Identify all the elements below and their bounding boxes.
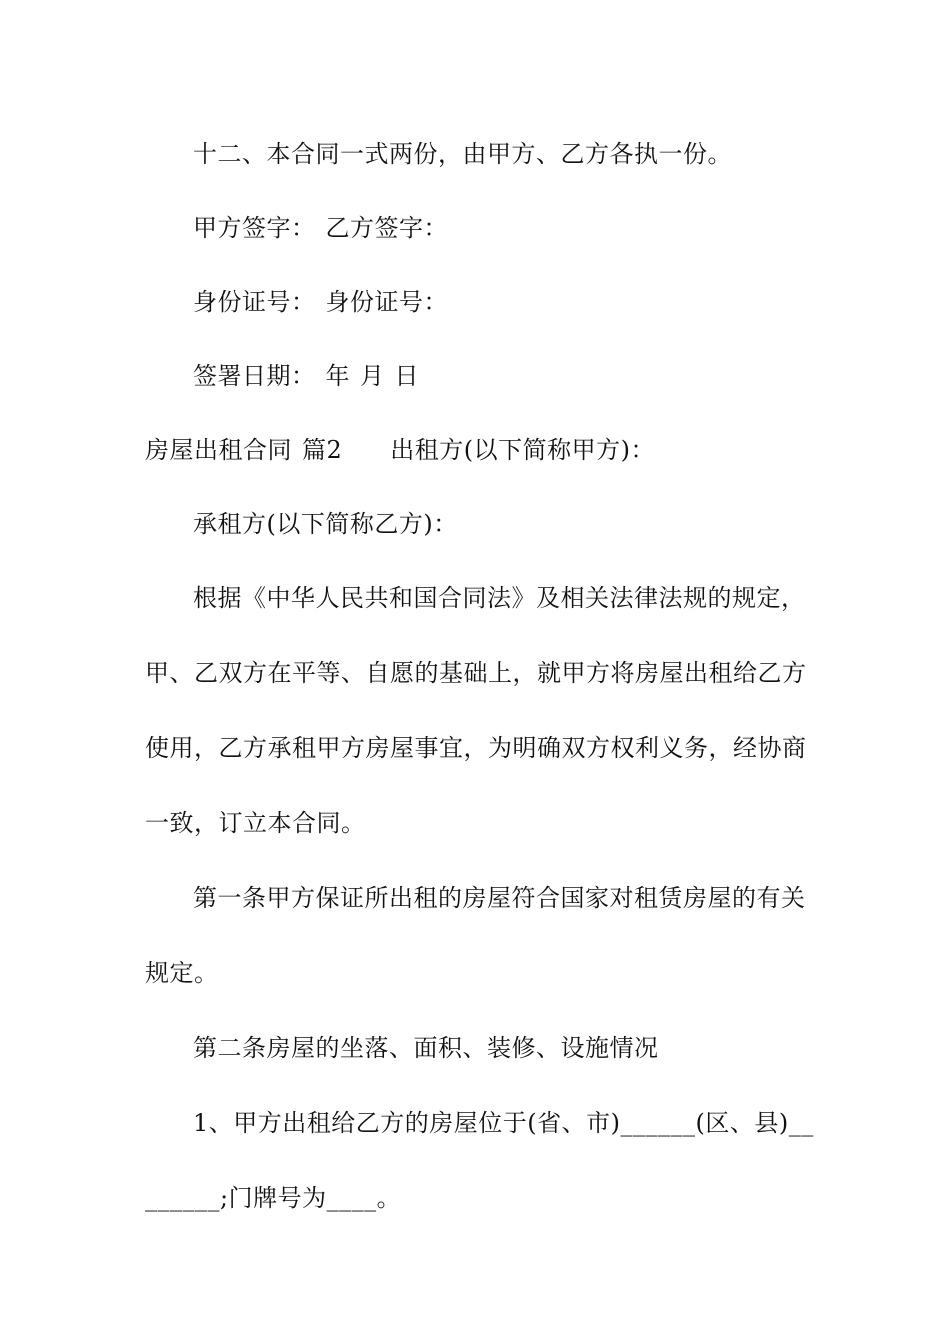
party-a-id-label: 身份证号： (193, 288, 316, 316)
article-1-text-2: 规定。 (145, 959, 219, 987)
clause-12-text: 十二、本合同一式两份，由甲方、乙方各执一份。 (193, 140, 732, 168)
intro-text-3: 使用，乙方承租甲方房屋事宜，为明确双方权利义务，经协商 (145, 734, 807, 762)
intro-paragraph-line-3 (145, 732, 825, 764)
date-month: 月 (360, 362, 385, 390)
id-number-row (193, 286, 833, 318)
intro-paragraph-line-2 (145, 657, 825, 689)
intro-paragraph-line-4 (145, 807, 825, 839)
date-day: 日 (394, 362, 419, 390)
sign-date-label: 签署日期： (193, 362, 316, 390)
article-1-line-1 (193, 882, 833, 914)
section-title: 房屋出租合同 (145, 436, 292, 464)
sign-date-row (193, 360, 833, 392)
intro-text-2: 甲、乙双方在平等、自愿的基础上，就甲方将房屋出租给乙方 (145, 659, 807, 687)
date-year: 年 (325, 362, 350, 390)
item-1-line-1 (193, 1107, 833, 1139)
item-1-text-1: 1、甲方出租给乙方的房屋位于(省、市)______(区、县)__ (193, 1109, 814, 1137)
article-2-title-text: 第二条房屋的坐落、面积、装修、设施情况 (193, 1034, 659, 1062)
signature-row (193, 212, 833, 244)
article-2-title (193, 1032, 833, 1064)
section-part: 篇2 (302, 436, 343, 464)
intro-text-4: 一致，订立本合同。 (145, 809, 366, 837)
article-1-text-1: 第一条甲方保证所出租的房屋符合国家对租赁房屋的有关 (193, 884, 806, 912)
intro-text-1: 根据《中华人民共和国合同法》及相关法律法规的规定， (193, 584, 806, 612)
item-1-text-2: ______;门牌号为____。 (145, 1184, 402, 1212)
lessee-row (193, 508, 833, 540)
party-b-signature-label: 乙方签字： (325, 214, 448, 242)
party-b-id-label: 身份证号： (325, 288, 448, 316)
section-heading-row (145, 434, 825, 466)
article-1-line-2 (145, 957, 825, 989)
lessor-label: 出租方(以下简称甲方)： (390, 436, 656, 464)
clause-12 (193, 138, 833, 170)
intro-paragraph-line-1 (193, 582, 833, 614)
item-1-line-2 (145, 1182, 825, 1214)
lessee-label: 承租方(以下简称乙方)： (193, 510, 458, 538)
party-a-signature-label: 甲方签字： (193, 214, 316, 242)
